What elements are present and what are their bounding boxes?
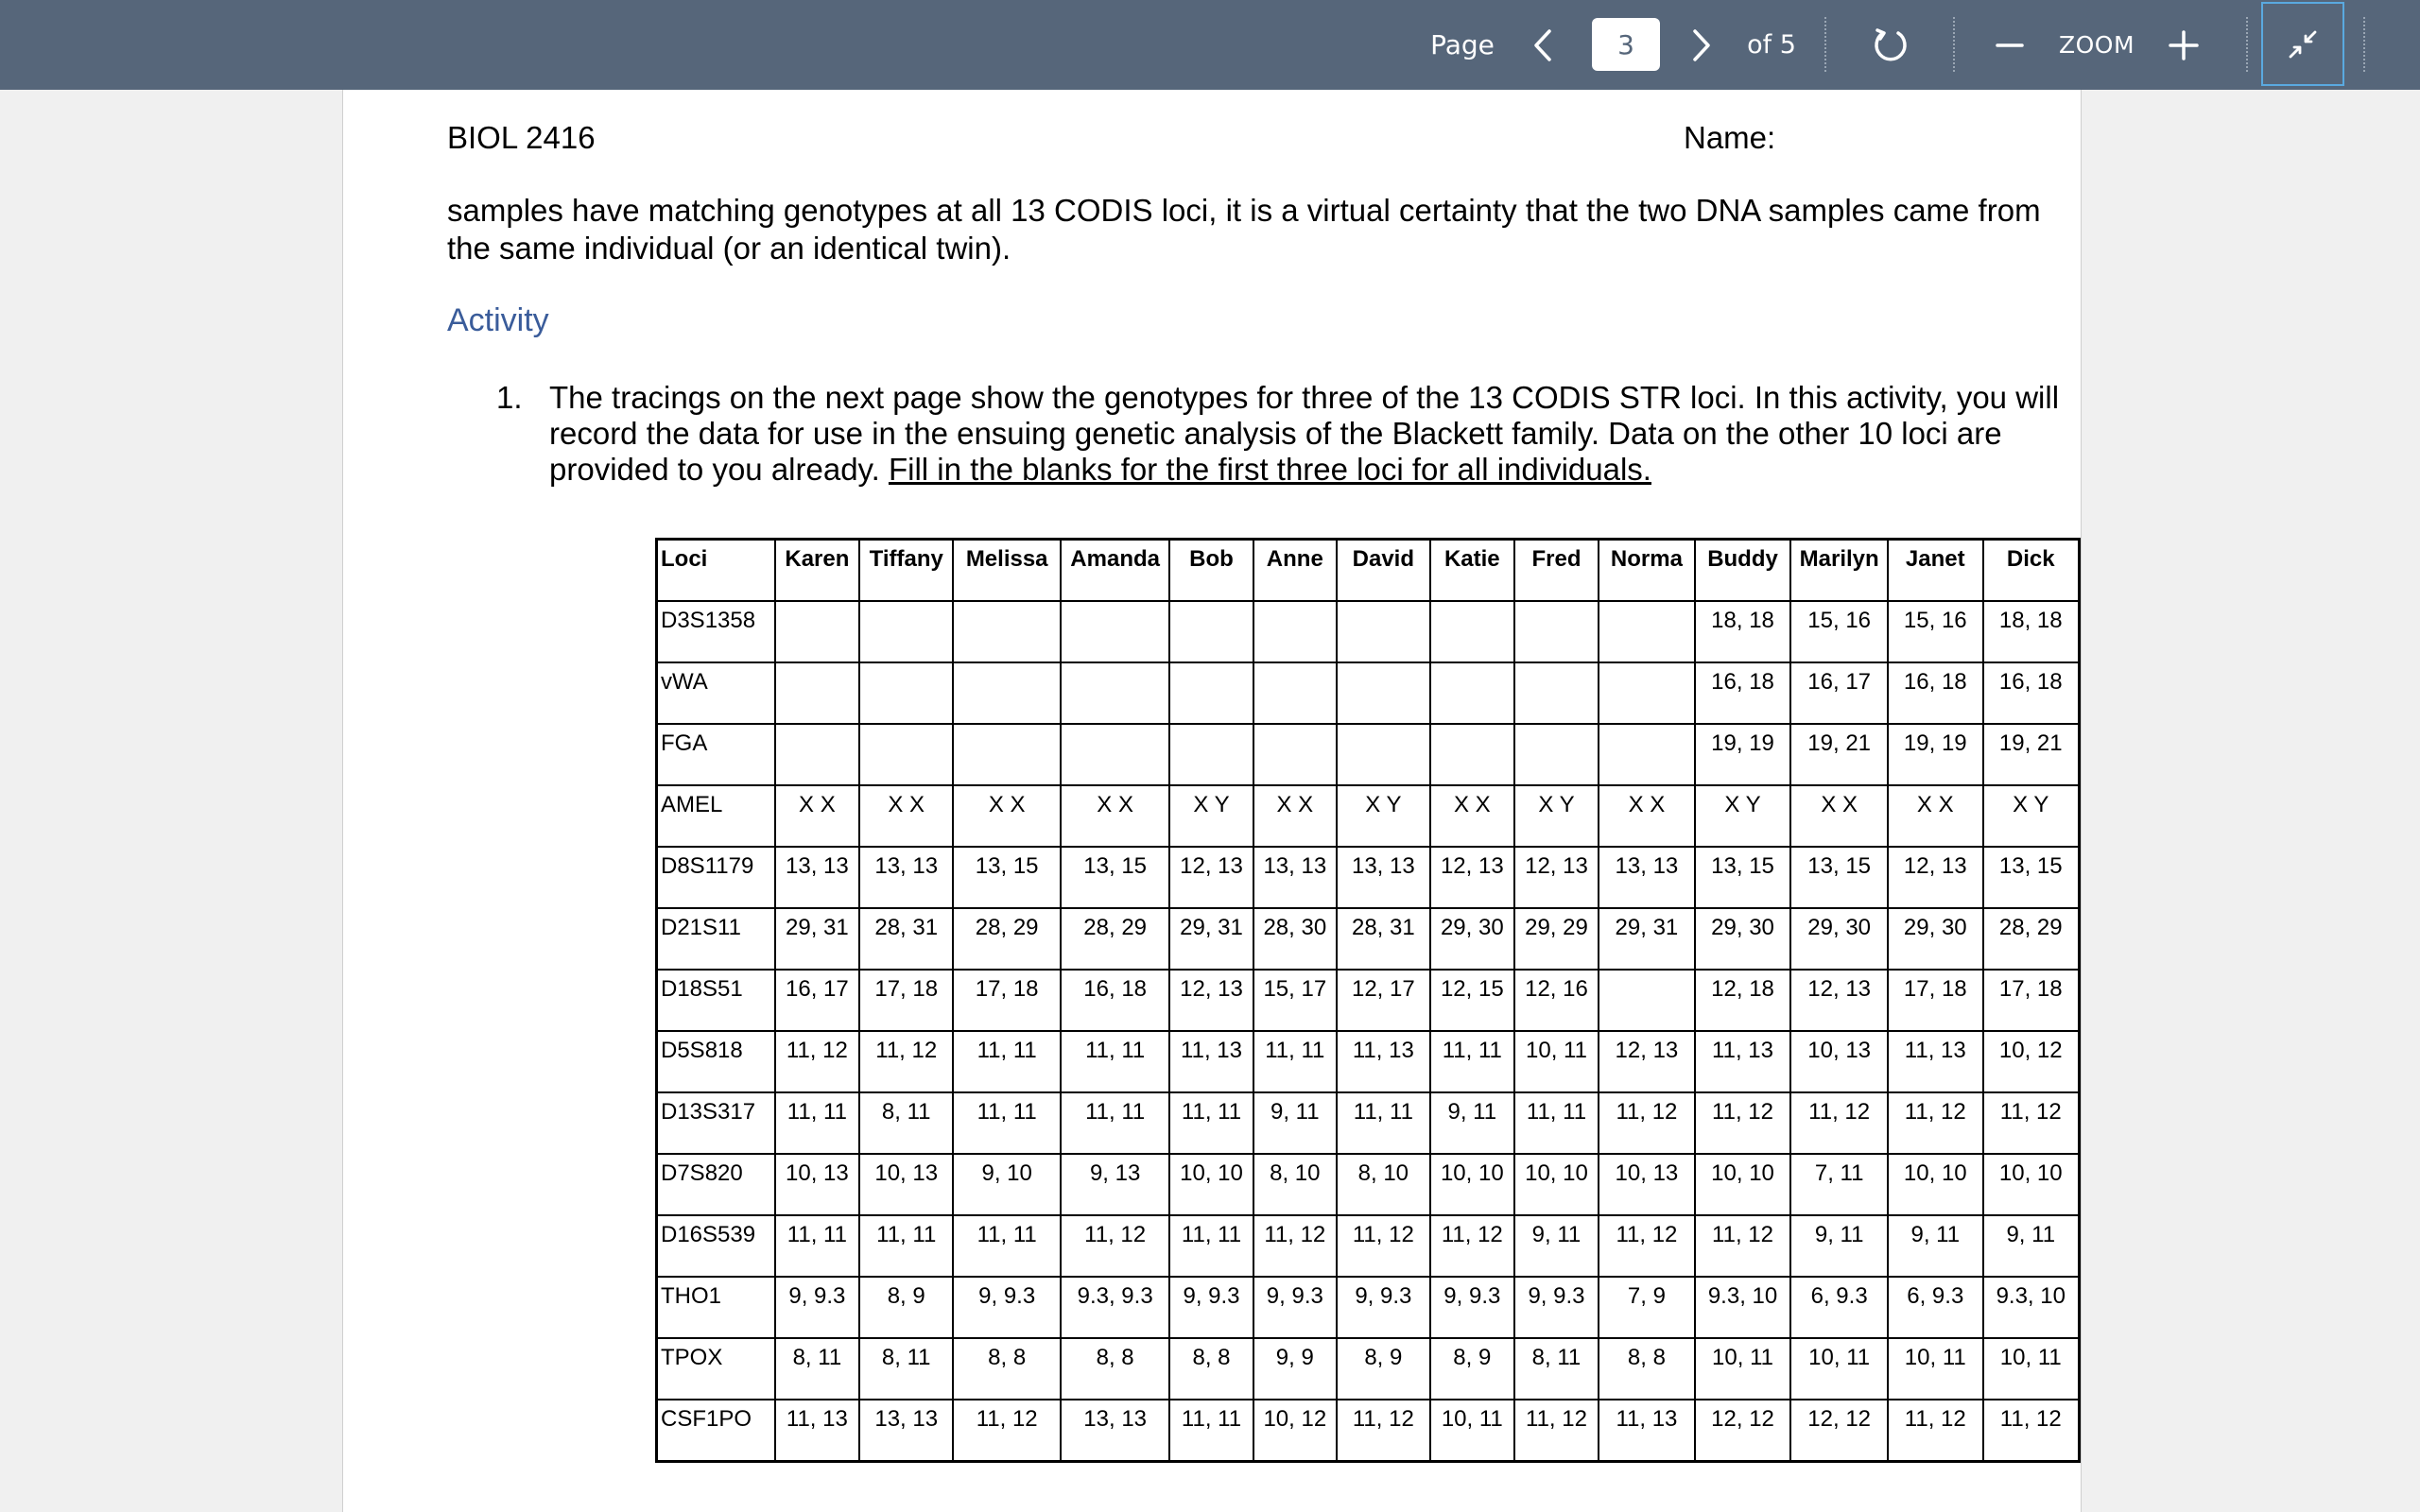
genotype-cell: 13, 13 xyxy=(1061,1400,1169,1462)
genotype-cell: 28, 29 xyxy=(953,908,1061,970)
genotype-cell: 29, 30 xyxy=(1888,908,1983,970)
blank-genotype-cell xyxy=(859,724,953,785)
blank-genotype-cell xyxy=(1514,601,1599,662)
genotype-cell: 11, 12 xyxy=(1695,1092,1791,1154)
genotype-cell: 9.3, 10 xyxy=(1983,1277,2080,1338)
zoom-in-button[interactable] xyxy=(2163,0,2204,90)
genotype-cell: 12, 17 xyxy=(1337,970,1430,1031)
locus-name-cell: D21S11 xyxy=(657,908,775,970)
pdf-toolbar xyxy=(0,0,2420,90)
genotype-cell: 11, 11 xyxy=(1169,1092,1253,1154)
genotype-cell: 18, 18 xyxy=(1983,601,2080,662)
genotype-cell: X X xyxy=(859,785,953,847)
name-label: Name: xyxy=(1684,120,1776,155)
genotype-cell: 19, 19 xyxy=(1695,724,1791,785)
column-header-bob: Bob xyxy=(1169,540,1253,602)
genotype-cell: 10, 10 xyxy=(1888,1154,1983,1215)
blank-genotype-cell xyxy=(1061,662,1169,724)
genotype-cell: 11, 13 xyxy=(1888,1031,1983,1092)
genotype-cell: 8, 9 xyxy=(1430,1338,1514,1400)
course-code: BIOL 2416 xyxy=(447,120,596,155)
genotype-cell: 10, 13 xyxy=(1599,1154,1695,1215)
blank-genotype-cell xyxy=(775,724,859,785)
blank-genotype-cell xyxy=(1337,724,1430,785)
genotype-cell: 17, 18 xyxy=(859,970,953,1031)
intro-paragraph: samples have matching genotypes at all 13 CODIS loci, it is a virtual certainty that the two DNA samples came from the same individual (or an identical twin). xyxy=(447,193,2041,266)
genotype-cell: X X xyxy=(1599,785,1695,847)
genotype-cell: X Y xyxy=(1169,785,1253,847)
genotype-cell: 12, 18 xyxy=(1695,970,1791,1031)
locus-name-cell: D16S539 xyxy=(657,1215,775,1277)
genotype-cell: 28, 31 xyxy=(1337,908,1430,970)
column-header-dick: Dick xyxy=(1983,540,2080,602)
locus-name-cell: AMEL xyxy=(657,785,775,847)
blank-genotype-cell xyxy=(859,662,953,724)
genotype-cell: 28, 29 xyxy=(1983,908,2080,970)
instruction-underlined: Fill in the blanks for the first three loci for all individuals. xyxy=(888,452,1651,487)
genotype-cell: 29, 31 xyxy=(775,908,859,970)
genotype-cell: 29, 30 xyxy=(1790,908,1888,970)
instruction-text: The tracings on the next page show the genotypes for three of the 13 CODIS STR loci. In this activity, you will record the data for use in the ensuing genetic analysis of the Blackett family. Data on the other 10 loci are provided to you already. xyxy=(549,380,2060,487)
table-row xyxy=(657,1400,2080,1462)
genotype-cell: 11, 12 xyxy=(1514,1400,1599,1462)
column-header-david: David xyxy=(1337,540,1430,602)
genotype-cell: 12, 13 xyxy=(1790,970,1888,1031)
activity-heading: Activity xyxy=(447,302,549,338)
genotype-cell: 10, 10 xyxy=(1695,1154,1791,1215)
genotype-cell: 11, 12 xyxy=(1430,1215,1514,1277)
genotype-cell: 10, 10 xyxy=(1514,1154,1599,1215)
genotype-cell: 13, 13 xyxy=(859,1400,953,1462)
genotype-cell: 12, 13 xyxy=(1888,847,1983,908)
genotype-cell: 11, 11 xyxy=(1061,1031,1169,1092)
genotype-cell: 10, 10 xyxy=(1983,1154,2080,1215)
blank-genotype-cell xyxy=(1169,601,1253,662)
genotype-cell: 8, 10 xyxy=(1337,1154,1430,1215)
genotype-cell: 10, 12 xyxy=(1983,1031,2080,1092)
genotype-cell: 13, 13 xyxy=(1253,847,1337,908)
genotype-cell: 11, 12 xyxy=(1061,1215,1169,1277)
blank-genotype-cell xyxy=(775,601,859,662)
genotype-cell: 9, 10 xyxy=(953,1154,1061,1215)
genotype-cell: X X xyxy=(1888,785,1983,847)
genotype-cell: 12, 13 xyxy=(1169,970,1253,1031)
genotype-cell: 11, 11 xyxy=(1430,1031,1514,1092)
genotype-cell: 11, 11 xyxy=(859,1215,953,1277)
genotype-cell: 7, 11 xyxy=(1790,1154,1888,1215)
genotype-cell: X Y xyxy=(1337,785,1430,847)
table-row xyxy=(657,1215,2080,1277)
blank-genotype-cell xyxy=(1599,970,1695,1031)
genotype-cell: 11, 11 xyxy=(1169,1400,1253,1462)
genotype-cell: 11, 12 xyxy=(1983,1400,2080,1462)
genotype-cell: 9, 9.3 xyxy=(775,1277,859,1338)
genotype-cell: 10, 11 xyxy=(1695,1338,1791,1400)
genotype-cell: 11, 13 xyxy=(775,1400,859,1462)
blank-genotype-cell xyxy=(1061,601,1169,662)
blank-genotype-cell xyxy=(1253,601,1337,662)
column-header-marilyn: Marilyn xyxy=(1790,540,1888,602)
genotype-cell: 10, 13 xyxy=(859,1154,953,1215)
locus-name-cell: D7S820 xyxy=(657,1154,775,1215)
genotype-cell: 11, 13 xyxy=(1337,1031,1430,1092)
column-header-norma: Norma xyxy=(1599,540,1695,602)
page-label: Page xyxy=(1430,29,1495,60)
genotype-cell: 17, 18 xyxy=(953,970,1061,1031)
genotype-cell: 12, 13 xyxy=(1169,847,1253,908)
blank-genotype-cell xyxy=(1599,724,1695,785)
genotype-cell: X Y xyxy=(1695,785,1791,847)
blank-genotype-cell xyxy=(953,601,1061,662)
genotype-cell: 12, 13 xyxy=(1514,847,1599,908)
genotype-cell: 9, 13 xyxy=(1061,1154,1169,1215)
genotype-cell: 29, 31 xyxy=(1599,908,1695,970)
genotype-cell: 29, 31 xyxy=(1169,908,1253,970)
blank-genotype-cell xyxy=(1430,724,1514,785)
genotype-cell: 13, 13 xyxy=(1337,847,1430,908)
column-header-buddy: Buddy xyxy=(1695,540,1791,602)
blank-genotype-cell xyxy=(859,601,953,662)
zoom-out-button[interactable] xyxy=(1989,0,2031,90)
genotype-cell: X X xyxy=(1430,785,1514,847)
blank-genotype-cell xyxy=(775,662,859,724)
genotype-cell: 12, 13 xyxy=(1599,1031,1695,1092)
blank-genotype-cell xyxy=(1253,662,1337,724)
list-item-text xyxy=(549,380,2062,488)
locus-name-cell: D8S1179 xyxy=(657,847,775,908)
genotype-cell: 11, 11 xyxy=(953,1092,1061,1154)
previous-page-button[interactable] xyxy=(1524,0,1562,90)
genotype-cell: 17, 18 xyxy=(1983,970,2080,1031)
column-header-anne: Anne xyxy=(1253,540,1337,602)
genotype-cell: 8, 10 xyxy=(1253,1154,1337,1215)
blank-genotype-cell xyxy=(1061,724,1169,785)
column-header-katie: Katie xyxy=(1430,540,1514,602)
chevron-right-icon xyxy=(1691,28,1712,62)
blank-genotype-cell xyxy=(1599,601,1695,662)
blank-genotype-cell xyxy=(1253,724,1337,785)
genotype-cell: 7, 9 xyxy=(1599,1277,1695,1338)
table-row xyxy=(657,601,2080,662)
genotype-cell: 10, 11 xyxy=(1790,1338,1888,1400)
zoom-label: ZOOM xyxy=(2058,31,2135,59)
genotype-cell: 6, 9.3 xyxy=(1790,1277,1888,1338)
genotype-cell: 9, 11 xyxy=(1888,1215,1983,1277)
next-page-button[interactable] xyxy=(1683,0,1720,90)
genotype-cell: 12, 15 xyxy=(1430,970,1514,1031)
genotype-cell: 11, 12 xyxy=(1337,1400,1430,1462)
table-row xyxy=(657,1154,2080,1215)
genotype-cell: 9, 9.3 xyxy=(1430,1277,1514,1338)
page-count-label: of 5 xyxy=(1747,30,1796,60)
genotype-cell: 9, 11 xyxy=(1983,1215,2080,1277)
blank-genotype-cell xyxy=(953,724,1061,785)
genotype-table xyxy=(655,538,2081,1463)
locus-name-cell: D13S317 xyxy=(657,1092,775,1154)
toolbar-divider xyxy=(1953,17,1955,72)
list-item-number: 1. xyxy=(496,380,523,415)
genotype-cell: 10, 12 xyxy=(1253,1400,1337,1462)
genotype-cell: 9, 9.3 xyxy=(1337,1277,1430,1338)
genotype-cell: 8, 11 xyxy=(859,1338,953,1400)
table-row xyxy=(657,847,2080,908)
genotype-cell: 11, 13 xyxy=(1169,1031,1253,1092)
table-row xyxy=(657,1338,2080,1400)
plus-icon xyxy=(2169,30,2199,60)
genotype-cell: X Y xyxy=(1514,785,1599,847)
genotype-cell: X X xyxy=(953,785,1061,847)
genotype-cell: 10, 11 xyxy=(1430,1400,1514,1462)
genotype-cell: 9, 11 xyxy=(1253,1092,1337,1154)
blank-genotype-cell xyxy=(1337,601,1430,662)
locus-name-cell: FGA xyxy=(657,724,775,785)
genotype-cell: 11, 12 xyxy=(1888,1400,1983,1462)
genotype-cell: 29, 29 xyxy=(1514,908,1599,970)
genotype-cell: 13, 15 xyxy=(953,847,1061,908)
column-header-fred: Fred xyxy=(1514,540,1599,602)
genotype-cell: 8, 8 xyxy=(1061,1338,1169,1400)
genotype-cell: 11, 13 xyxy=(1695,1031,1791,1092)
genotype-cell: 16, 17 xyxy=(1790,662,1888,724)
genotype-cell: 9, 11 xyxy=(1514,1215,1599,1277)
genotype-cell: 13, 15 xyxy=(1983,847,2080,908)
genotype-cell: 19, 21 xyxy=(1983,724,2080,785)
genotype-cell: 11, 12 xyxy=(1983,1092,2080,1154)
genotype-cell: X X xyxy=(1061,785,1169,847)
genotype-cell: 8, 8 xyxy=(1169,1338,1253,1400)
table-row xyxy=(657,662,2080,724)
blank-genotype-cell xyxy=(953,662,1061,724)
genotype-cell: 11, 11 xyxy=(775,1215,859,1277)
genotype-cell: 11, 12 xyxy=(1599,1215,1695,1277)
genotype-cell: 9, 9 xyxy=(1253,1338,1337,1400)
genotype-cell: 12, 12 xyxy=(1695,1400,1791,1462)
toolbar-divider xyxy=(1824,17,1826,72)
locus-name-cell: D5S818 xyxy=(657,1031,775,1092)
genotype-cell: 9.3, 10 xyxy=(1695,1277,1791,1338)
genotype-cell: 11, 11 xyxy=(1253,1031,1337,1092)
genotype-cell: 11, 12 xyxy=(1253,1215,1337,1277)
genotype-cell: 28, 29 xyxy=(1061,908,1169,970)
genotype-cell: 29, 30 xyxy=(1430,908,1514,970)
rotate-button[interactable] xyxy=(1868,0,1913,90)
column-header-melissa: Melissa xyxy=(953,540,1061,602)
page-number-input[interactable]: 3 xyxy=(1592,18,1660,71)
genotype-cell: 15, 17 xyxy=(1253,970,1337,1031)
table-row xyxy=(657,1031,2080,1092)
genotype-cell: 13, 15 xyxy=(1790,847,1888,908)
genotype-cell: 13, 15 xyxy=(1061,847,1169,908)
table-row xyxy=(657,785,2080,847)
table-row xyxy=(657,1277,2080,1338)
genotype-cell: 19, 21 xyxy=(1790,724,1888,785)
genotype-cell: 11, 11 xyxy=(953,1031,1061,1092)
genotype-cell: 11, 12 xyxy=(1337,1215,1430,1277)
column-header-janet: Janet xyxy=(1888,540,1983,602)
genotype-cell: 8, 11 xyxy=(859,1092,953,1154)
toolbar-divider xyxy=(2246,17,2248,72)
genotype-cell: 16, 18 xyxy=(1061,970,1169,1031)
genotype-cell: 16, 18 xyxy=(1983,662,2080,724)
genotype-cell: 12, 12 xyxy=(1790,1400,1888,1462)
genotype-cell: 10, 10 xyxy=(1169,1154,1253,1215)
genotype-cell: 9, 9.3 xyxy=(1514,1277,1599,1338)
table-header-row xyxy=(657,540,2080,602)
genotype-cell: 9.3, 9.3 xyxy=(1061,1277,1169,1338)
genotype-cell: 13, 13 xyxy=(775,847,859,908)
blank-genotype-cell xyxy=(1430,601,1514,662)
table-row xyxy=(657,970,2080,1031)
genotype-cell: 29, 30 xyxy=(1695,908,1791,970)
genotype-cell: 6, 9.3 xyxy=(1888,1277,1983,1338)
exit-fullscreen-button[interactable] xyxy=(2261,2,2344,86)
genotype-cell: 11, 12 xyxy=(953,1400,1061,1462)
genotype-cell: 12, 13 xyxy=(1430,847,1514,908)
blank-genotype-cell xyxy=(1430,662,1514,724)
blank-genotype-cell xyxy=(1514,724,1599,785)
genotype-cell: 9, 9.3 xyxy=(953,1277,1061,1338)
genotype-cell: 16, 18 xyxy=(1695,662,1791,724)
locus-name-cell: vWA xyxy=(657,662,775,724)
genotype-cell: 10, 11 xyxy=(1514,1031,1599,1092)
genotype-cell: 8, 11 xyxy=(1514,1338,1599,1400)
blank-genotype-cell xyxy=(1169,662,1253,724)
genotype-cell: 11, 12 xyxy=(859,1031,953,1092)
genotype-cell: 11, 11 xyxy=(1514,1092,1599,1154)
column-header-tiffany: Tiffany xyxy=(859,540,953,602)
locus-name-cell: CSF1PO xyxy=(657,1400,775,1462)
genotype-cell: 9, 11 xyxy=(1430,1092,1514,1154)
genotype-cell: 16, 17 xyxy=(775,970,859,1031)
genotype-cell: 13, 13 xyxy=(859,847,953,908)
genotype-cell: 11, 12 xyxy=(1599,1092,1695,1154)
genotype-cell: 28, 30 xyxy=(1253,908,1337,970)
genotype-cell: 10, 10 xyxy=(1430,1154,1514,1215)
column-header-loci: Loci xyxy=(657,540,775,602)
genotype-cell: 11, 12 xyxy=(775,1031,859,1092)
genotype-cell: 16, 18 xyxy=(1888,662,1983,724)
chevron-left-icon xyxy=(1532,28,1553,62)
table-row xyxy=(657,724,2080,785)
genotype-cell: 11, 11 xyxy=(953,1215,1061,1277)
genotype-cell: 8, 9 xyxy=(859,1277,953,1338)
genotype-cell: X X xyxy=(775,785,859,847)
column-header-amanda: Amanda xyxy=(1061,540,1169,602)
genotype-cell: 15, 16 xyxy=(1790,601,1888,662)
table-row xyxy=(657,1092,2080,1154)
locus-name-cell: D18S51 xyxy=(657,970,775,1031)
genotype-cell: 11, 13 xyxy=(1599,1400,1695,1462)
genotype-cell: 11, 11 xyxy=(775,1092,859,1154)
genotype-cell: 8, 8 xyxy=(1599,1338,1695,1400)
genotype-cell: 13, 13 xyxy=(1599,847,1695,908)
minus-icon xyxy=(1996,31,2024,60)
collapse-icon xyxy=(2287,28,2319,60)
genotype-cell: 12, 16 xyxy=(1514,970,1599,1031)
column-header-karen: Karen xyxy=(775,540,859,602)
genotype-cell: 11, 12 xyxy=(1790,1092,1888,1154)
genotype-cell: 9, 9.3 xyxy=(1169,1277,1253,1338)
blank-genotype-cell xyxy=(1169,724,1253,785)
genotype-cell: 28, 31 xyxy=(859,908,953,970)
locus-name-cell: THO1 xyxy=(657,1277,775,1338)
genotype-cell: 10, 11 xyxy=(1888,1338,1983,1400)
genotype-cell: 15, 16 xyxy=(1888,601,1983,662)
genotype-cell: 17, 18 xyxy=(1888,970,1983,1031)
document-page xyxy=(342,90,2082,1512)
genotype-cell: X Y xyxy=(1983,785,2080,847)
genotype-cell: 8, 11 xyxy=(775,1338,859,1400)
locus-name-cell: TPOX xyxy=(657,1338,775,1400)
genotype-cell: 9, 11 xyxy=(1790,1215,1888,1277)
genotype-cell: 10, 13 xyxy=(1790,1031,1888,1092)
genotype-cell: 13, 15 xyxy=(1695,847,1791,908)
table-row xyxy=(657,908,2080,970)
blank-genotype-cell xyxy=(1514,662,1599,724)
blank-genotype-cell xyxy=(1599,662,1695,724)
genotype-cell: 8, 9 xyxy=(1337,1338,1430,1400)
blank-genotype-cell xyxy=(1337,662,1430,724)
genotype-cell: 11, 11 xyxy=(1061,1092,1169,1154)
genotype-cell: 10, 13 xyxy=(775,1154,859,1215)
toolbar-divider xyxy=(2363,17,2365,72)
refresh-icon xyxy=(1870,25,1911,66)
genotype-cell: 8, 8 xyxy=(953,1338,1061,1400)
locus-name-cell: D3S1358 xyxy=(657,601,775,662)
genotype-cell: X X xyxy=(1253,785,1337,847)
genotype-cell: 19, 19 xyxy=(1888,724,1983,785)
genotype-cell: 18, 18 xyxy=(1695,601,1791,662)
genotype-cell: X X xyxy=(1790,785,1888,847)
genotype-cell: 10, 11 xyxy=(1983,1338,2080,1400)
genotype-cell: 9, 9.3 xyxy=(1253,1277,1337,1338)
genotype-cell: 11, 11 xyxy=(1169,1215,1253,1277)
genotype-cell: 11, 12 xyxy=(1695,1215,1791,1277)
genotype-cell: 11, 11 xyxy=(1337,1092,1430,1154)
genotype-cell: 11, 12 xyxy=(1888,1092,1983,1154)
